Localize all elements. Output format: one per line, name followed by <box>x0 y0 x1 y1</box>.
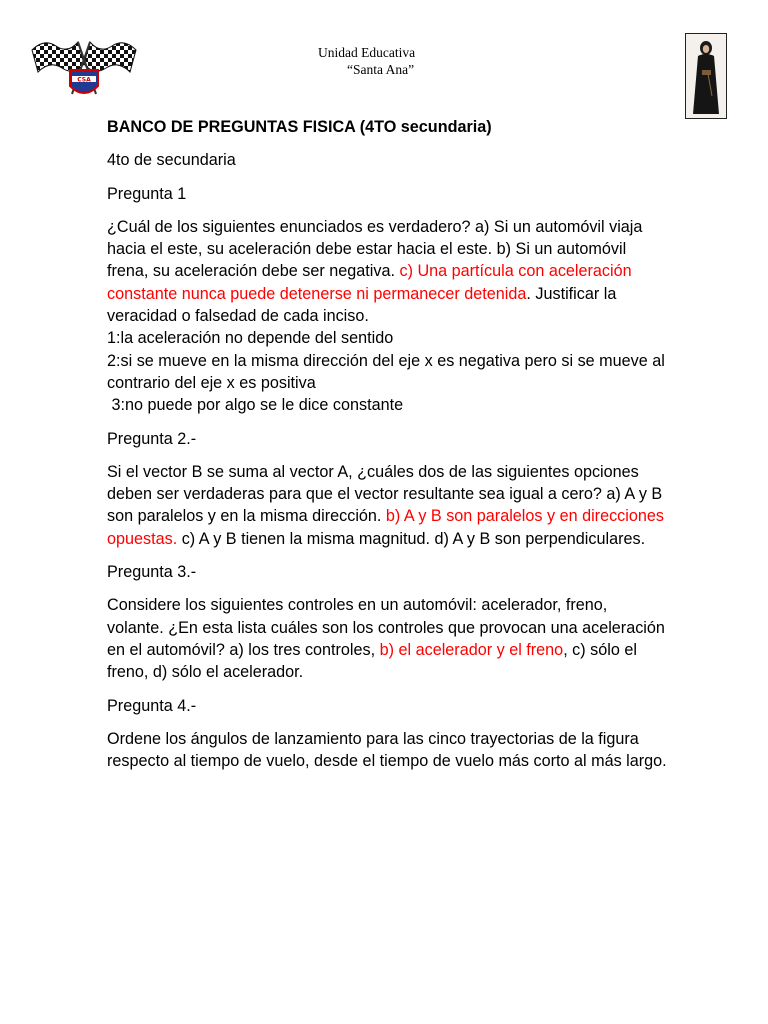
question-3-heading: Pregunta 3.- <box>107 563 197 582</box>
question-2-highlight: b) A y B son paralelos y en direcciones opuestas. <box>107 507 664 548</box>
question-1-text: ¿Cuál de los siguientes enunciados es verdadero? a) Si un automóvil viaja hacia el este, su aceleración debe estar hacia el este. b) Si un automóvil frena, su aceleración debe ser negativa. <box>107 217 643 281</box>
question-1-highlight: c) Una partícula con aceleración constante nunca puede detenerse ni permanecer detenida <box>107 262 632 303</box>
document-title: BANCO DE PREGUNTAS FISICA (4TO secundaria) <box>107 118 492 136</box>
question-1-answer-3: 3:no puede por algo se le dice constante <box>107 396 404 415</box>
logo-text: CSA <box>77 76 91 84</box>
question-1-answer-2: 2:si se mueve en la misma dirección del eje x es negativa pero si se mueve al contrario del eje x es positiva <box>107 351 665 392</box>
question-2-text-end: c) A y B tienen la misma magnitud. d) A y B son perpendiculares. <box>177 529 646 548</box>
header-line-2: “Santa Ana” <box>347 62 415 77</box>
question-2-text: Si el vector B se suma al vector A, ¿cuáles dos de las siguientes opciones deben ser verdaderas para que el vector resultante sea igual a cero? a) A y B son paralelos y en la misma dirección. <box>107 462 663 526</box>
document-subtitle: 4to de secundaria <box>107 151 236 170</box>
question-4-text: Ordene los ángulos de lanzamiento para las cinco trayectorias de la figura respecto al tiempo de vuelo, desde el tiempo de vuelo más corto al más largo. <box>107 729 667 771</box>
portrait-image <box>685 33 727 119</box>
checkered-flags-crest-icon <box>28 34 140 102</box>
nun-portrait-icon <box>686 34 726 118</box>
header-line-1: Unidad Educativa <box>318 45 416 60</box>
question-3-text-end: , c) sólo el freno, d) sólo el acelerador. <box>107 640 637 682</box>
document-body <box>107 116 667 783</box>
question-2-heading: Pregunta 2.- <box>107 429 197 448</box>
question-1-instruction: . Justificar la veracidad o falsedad de cada inciso. <box>107 284 617 326</box>
school-logo <box>28 34 140 102</box>
question-3 <box>107 594 667 683</box>
question-1-heading: Pregunta 1 <box>107 184 187 203</box>
question-2 <box>107 461 667 550</box>
question-3-highlight: b) el acelerador y el freno <box>379 640 564 659</box>
school-header <box>318 44 415 78</box>
question-1 <box>107 216 667 417</box>
question-1-answer-1: 1:la aceleración no depende del sentido <box>107 329 394 348</box>
question-4-heading: Pregunta 4.- <box>107 696 197 715</box>
question-3-text: Considere los siguientes controles en un automóvil: acelerador, freno, volante. ¿En esta lista cuáles son los controles que provocan una aceleración en el automóvil? a) los tres controles, <box>107 596 665 659</box>
